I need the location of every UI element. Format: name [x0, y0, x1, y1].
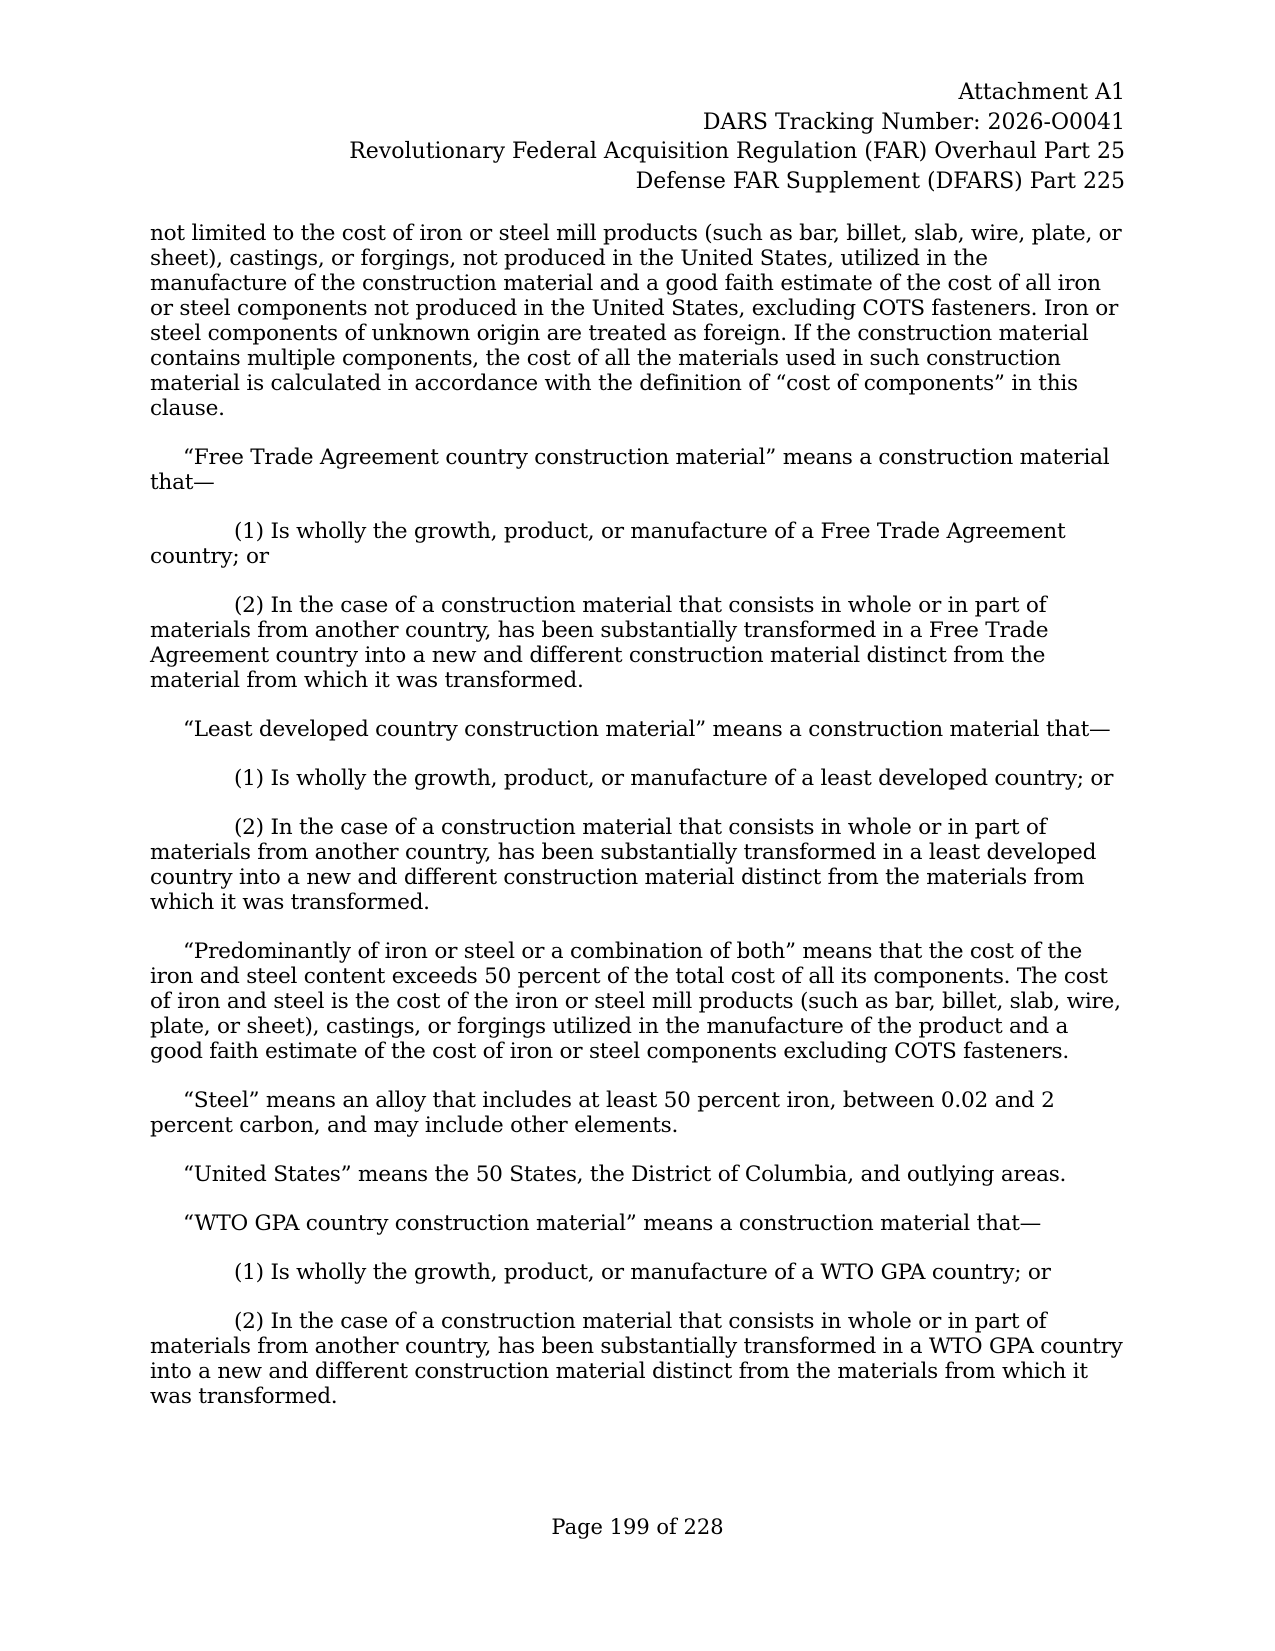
- definition-steel: “Steel” means an alloy that includes at least 50 percent iron, between 0.02 and 2 percent carbon, and may include other elements.: [150, 1088, 1055, 1138]
- definition-least-developed-construction-material: “Least developed country construction material” means a construction material that—: [183, 717, 1111, 742]
- definition-predominantly-iron-steel: “Predominantly of iron or steel or a combination of both” means that the cost of the iron and steel content exceeds 50 percent of the total cost of all its components. The cost of iron and steel is the cost of the iron or steel mill products (such as bar, billet, slab, wire, plate, or sheet), castings, or forgings utilized in the manufacture of the product and a good faith estimate of the cost of iron or steel components excluding COTS fasteners.: [150, 939, 1121, 1064]
- definition-item: (1) Is wholly the growth, product, or manufacture of a WTO GPA country; or: [234, 1260, 1051, 1285]
- header-attachment: Attachment A1: [958, 80, 1125, 105]
- definition-item: (1) Is wholly the growth, product, or manufacture of a Free Trade Agreement country; or: [150, 519, 1066, 569]
- definition-item: (2) In the case of a construction material that consists in whole or in part of materials from another country, has been substantially transformed in a Free Trade Agreement country into a new and different construction material distinct from the material from which it was transformed.: [150, 593, 1049, 693]
- page-number: Page 199 of 228: [551, 1515, 724, 1539]
- document-body: [150, 221, 1125, 1433]
- definition-item: (1) Is wholly the growth, product, or manufacture of a least developed country; or: [234, 766, 1114, 791]
- definition-item: (2) In the case of a construction material that consists in whole or in part of materials from another country, has been substantially transformed in a least developed country into a new and different construction material distinct from the materials from which it was transformed.: [150, 815, 1097, 915]
- header-tracking-number: DARS Tracking Number: 2026-O0041: [702, 109, 1125, 135]
- header-far-part: Revolutionary Federal Acquisition Regulation (FAR) Overhaul Part 25: [349, 139, 1125, 164]
- continued-paragraph: not limited to the cost of iron or steel mill products (such as bar, billet, slab, wire, plate, or sheet), castings, or forgings, not produced in the United States, utilized in the manufacture of the construction material and a good faith estimate of the cost of all iron or steel components not produced in the United States, excluding COTS fasteners. Iron or steel components of unknown origin are treated as foreign. If the construction material contains multiple components, the cost of all the materials used in such construction material is calculated in accordance with the definition of “cost of components” in this clause.: [150, 221, 1122, 421]
- page-header: [225, 78, 1125, 196]
- definition-wto-gpa-construction-material: “WTO GPA country construction material” means a construction material that—: [183, 1211, 1042, 1236]
- header-dfars-part: Defense FAR Supplement (DFARS) Part 225: [635, 168, 1125, 194]
- definition-item: (2) In the case of a construction material that consists in whole or in part of materials from another country, has been substantially transformed in a WTO GPA country into a new and different construction material distinct from the materials from which it was transformed.: [150, 1309, 1123, 1409]
- definition-united-states: “United States” means the 50 States, the District of Columbia, and outlying areas.: [183, 1162, 1067, 1187]
- definition-fta-construction-material: “Free Trade Agreement country construction material” means a construction material that—: [150, 445, 1110, 495]
